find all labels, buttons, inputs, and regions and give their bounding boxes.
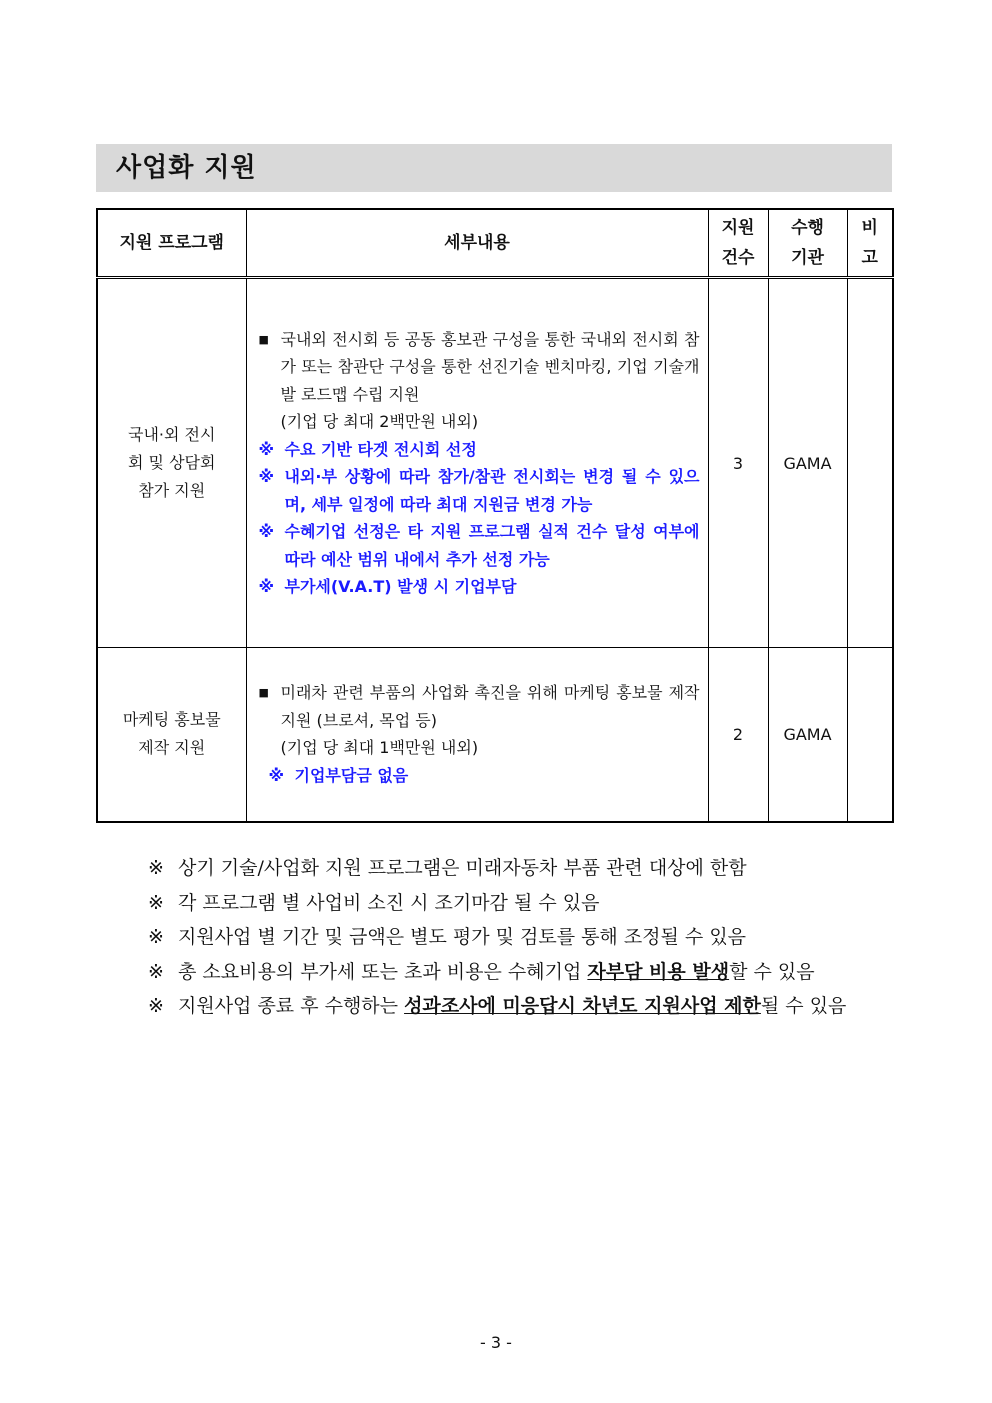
program-detail [246,278,708,648]
remark [847,278,893,648]
detail-note: ※ 기업부담금 없음 [259,762,700,790]
square-bullet-icon: ■ [258,332,269,346]
program-name: 국내·외 전시 회 및 상담회 참가 지원 [97,278,246,648]
support-count: 3 [708,278,768,648]
detail-limit: (기업 당 최대 1백만원 내외) [280,738,479,758]
table-row [97,648,893,822]
header-count: 지원 건수 [708,209,768,278]
detail-bullet: ■ 미래차 관련 부품의 사업화 촉진을 위해 마케팅 홍보물 제작 지원 (브로셔, 목업 등) [259,679,700,734]
table-header-row [97,209,893,278]
section-title: 사업화 지원 [96,144,892,192]
footnote: ※ 지원사업 종료 후 수행하는 성과조사에 미응답시 차년도 지원사업 제한될 수 있음 [148,989,896,1024]
executing-org: GAMA [768,278,847,648]
header-detail: 세부내용 [246,209,708,278]
header-remark: 비 고 [847,209,893,278]
reference-mark-icon: ※ [258,467,275,486]
footnote: ※ 총 소요비용의 부가세 또는 초과 비용은 수혜기업 자부담 비용 발생할 수 있음 [148,955,896,990]
detail-note: ※ 수혜기업 선정은 타 지원 프로그램 실적 건수 달성 여부에 따라 예산 범위 내에서 추가 선정 가능 [259,518,700,573]
square-bullet-icon: ■ [258,686,269,700]
detail-note: ※ 내외·부 상황에 따라 참가/참관 전시회는 변경 될 수 있으며, 세부 일정에 따라 최대 지원금 변경 가능 [259,463,700,518]
reference-mark-icon: ※ [258,577,275,596]
reference-mark-icon: ※ [258,522,275,541]
program-name: 마케팅 홍보물 제작 지원 [97,648,246,822]
support-count: 2 [708,648,768,822]
reference-mark-icon: ※ [148,857,164,879]
footnotes [148,851,896,1024]
page-number: - 3 - [480,1333,512,1352]
footnote: ※ 지원사업 별 기간 및 금액은 별도 평가 및 검토를 통해 조정될 수 있음 [148,920,896,955]
footnote-emphasis: 성과조사에 미응답시 차년도 지원사업 제한 [404,995,761,1017]
header-org: 수행 기관 [768,209,847,278]
reference-mark-icon: ※ [268,765,285,785]
detail-note: ※ 수요 기반 타겟 전시회 선정 [259,436,700,464]
reference-mark-icon: ※ [148,926,164,948]
table-row [97,278,893,648]
reference-mark-icon: ※ [148,960,164,983]
remark [847,648,893,822]
program-detail [246,648,708,822]
executing-org: GAMA [768,648,847,822]
detail-limit: (기업 당 최대 2백만원 내외) [280,412,479,431]
program-table [96,208,894,823]
detail-bullet: ■ 국내외 전시회 등 공동 홍보관 구성을 통한 국내외 전시회 참가 또는 참관단 구성을 통한 선진기술 벤치마킹, 기업 기술개발 로드맵 수립 지원 [259,326,700,409]
footnote-emphasis: 자부담 비용 발생 [587,960,730,983]
header-program: 지원 프로그램 [97,209,246,278]
reference-mark-icon: ※ [148,995,164,1017]
footnote: ※ 상기 기술/사업화 지원 프로그램은 미래자동차 부품 관련 대상에 한함 [148,851,896,886]
footnote: ※ 각 프로그램 별 사업비 소진 시 조기마감 될 수 있음 [148,886,896,921]
reference-mark-icon: ※ [148,891,164,914]
reference-mark-icon: ※ [258,439,275,459]
detail-note: ※ 부가세(V.A.T) 발생 시 기업부담 [259,573,700,601]
